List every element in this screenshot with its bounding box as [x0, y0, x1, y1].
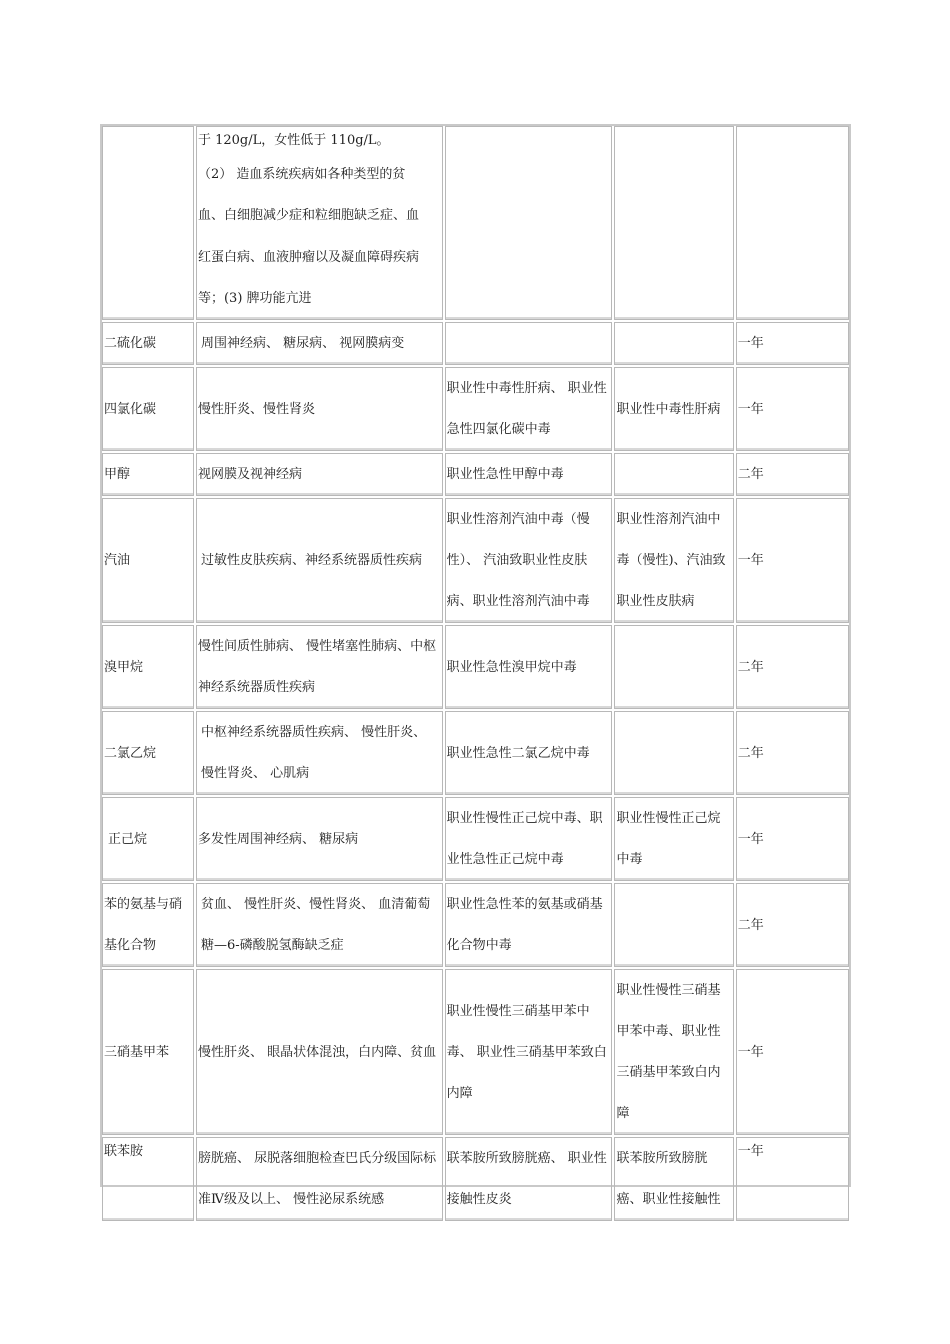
occupational-disease-cell: 职业性急性甲醇中毒: [445, 453, 613, 496]
contraindication-cell: 膀胱癌、 尿脱落细胞检查巴氏分级国际标准Ⅳ级及以上、 慢性泌尿系统感: [196, 1137, 443, 1221]
contraindication-cell: 视网膜及视神经病: [196, 453, 443, 496]
substance-cell: 甲醇: [102, 453, 194, 496]
period-cell: 二年: [736, 711, 849, 795]
occupational-disease-cell: [445, 126, 613, 320]
contraindication-cell: 周围神经病、 糖尿病、 视网膜病变: [196, 322, 443, 365]
table-row: [102, 883, 849, 967]
occupational-disease-cell: [445, 322, 613, 365]
table-row: [102, 625, 849, 709]
table-row: [102, 797, 849, 881]
period-cell: 一年: [736, 322, 849, 365]
contraindication-cell: 贫血、 慢性肝炎、慢性肾炎、 血清葡萄糖—6-磷酸脱氢酶缺乏症: [196, 883, 443, 967]
contraindication-cell: 慢性肝炎、 眼晶状体混浊，白内障、贫血: [196, 969, 443, 1135]
occupational-disease-cell: 联苯胺所致膀胱癌、 职业性接触性皮炎: [445, 1137, 613, 1221]
period-cell: 二年: [736, 625, 849, 709]
target-disease-cell: 职业性慢性正己烷中毒: [614, 797, 733, 881]
substance-cell: 联苯胺: [102, 1137, 194, 1221]
occupational-disease-cell: 职业性急性苯的氨基或硝基化合物中毒: [445, 883, 613, 967]
table-row: [102, 969, 849, 1135]
period-cell: [736, 126, 849, 320]
substance-cell: 四氯化碳: [102, 367, 194, 451]
occupational-disease-cell: 职业性慢性三硝基甲苯中毒、 职业性三硝基甲苯致白内障: [445, 969, 613, 1135]
table-row: [102, 126, 849, 320]
target-disease-cell: 联苯胺所致膀胱癌、职业性接触性: [614, 1137, 733, 1221]
target-disease-cell: 职业性慢性三硝基甲苯中毒、职业性三硝基甲苯致白内障: [614, 969, 733, 1135]
substance-cell: [102, 126, 194, 320]
target-disease-cell: [614, 625, 733, 709]
period-cell: 一年: [736, 367, 849, 451]
occupational-disease-cell: 职业性急性二氯乙烷中毒: [445, 711, 613, 795]
table-row: [102, 322, 849, 365]
substance-cell: 正己烷: [102, 797, 194, 881]
occupational-disease-cell: 职业性急性溴甲烷中毒: [445, 625, 613, 709]
contra-line: 等；(3) 脾功能亢进: [197, 291, 312, 306]
table-row: [102, 711, 849, 795]
period-cell: 一年: [736, 1137, 849, 1221]
occupational-disease-cell: 职业性溶剂汽油中毒（慢性）、 汽油致职业性皮肤病、职业性溶剂汽油中毒: [445, 498, 613, 623]
contraindication-cell: 慢性间质性肺病、 慢性堵塞性肺病、中枢神经系统器质性疾病: [196, 625, 443, 709]
target-disease-cell: [614, 711, 733, 795]
target-disease-cell: 职业性中毒性肝病: [614, 367, 733, 451]
substance-cell: 溴甲烷: [102, 625, 194, 709]
target-disease-cell: [614, 453, 733, 496]
table-row: [102, 1137, 849, 1221]
contra-line: 血、白细胞减少症和粒细胞缺乏症、血: [197, 208, 419, 223]
target-disease-cell: [614, 126, 733, 320]
period-cell: 一年: [736, 797, 849, 881]
substance-cell: 二硫化碳: [102, 322, 194, 365]
contra-line: 红蛋白病、血液肿瘤以及凝血障碍疾病: [197, 250, 419, 265]
health-surveillance-table: [100, 124, 851, 1223]
substance-cell: 二氯乙烷: [102, 711, 194, 795]
occupational-disease-cell: 职业性慢性正己烷中毒、职业性急性正己烷中毒: [445, 797, 613, 881]
period-cell: 一年: [736, 969, 849, 1135]
period-cell: 二年: [736, 453, 849, 496]
substance-cell: 苯的氨基与硝基化合物: [102, 883, 194, 967]
table-row: [102, 367, 849, 451]
contraindication-cell: 过敏性皮肤疾病、神经系统器质性疾病: [196, 498, 443, 623]
period-cell: 二年: [736, 883, 849, 967]
target-disease-cell: [614, 883, 733, 967]
occupational-disease-cell: 职业性中毒性肝病、 职业性急性四氯化碳中毒: [445, 367, 613, 451]
table-row: [102, 498, 849, 623]
substance-cell: 三硝基甲苯: [102, 969, 194, 1135]
target-disease-cell: [614, 322, 733, 365]
contraindication-cell: [196, 126, 443, 320]
contraindication-cell: 多发性周围神经病、 糖尿病: [196, 797, 443, 881]
substance-cell: 汽油: [102, 498, 194, 623]
period-cell: 一年: [736, 498, 849, 623]
contra-line: （2） 造血系统疾病如各种类型的贫: [197, 167, 406, 182]
contraindication-cell: 慢性肝炎、慢性肾炎: [196, 367, 443, 451]
contraindication-cell: 中枢神经系统器质性疾病、 慢性肝炎、 慢性肾炎、 心肌病: [196, 711, 443, 795]
table-row: [102, 453, 849, 496]
target-disease-cell: 职业性溶剂汽油中毒（慢性)、汽油致职业性皮肤病: [614, 498, 733, 623]
contra-line: 于 120g/L，女性低于 110g/L。: [197, 133, 390, 148]
